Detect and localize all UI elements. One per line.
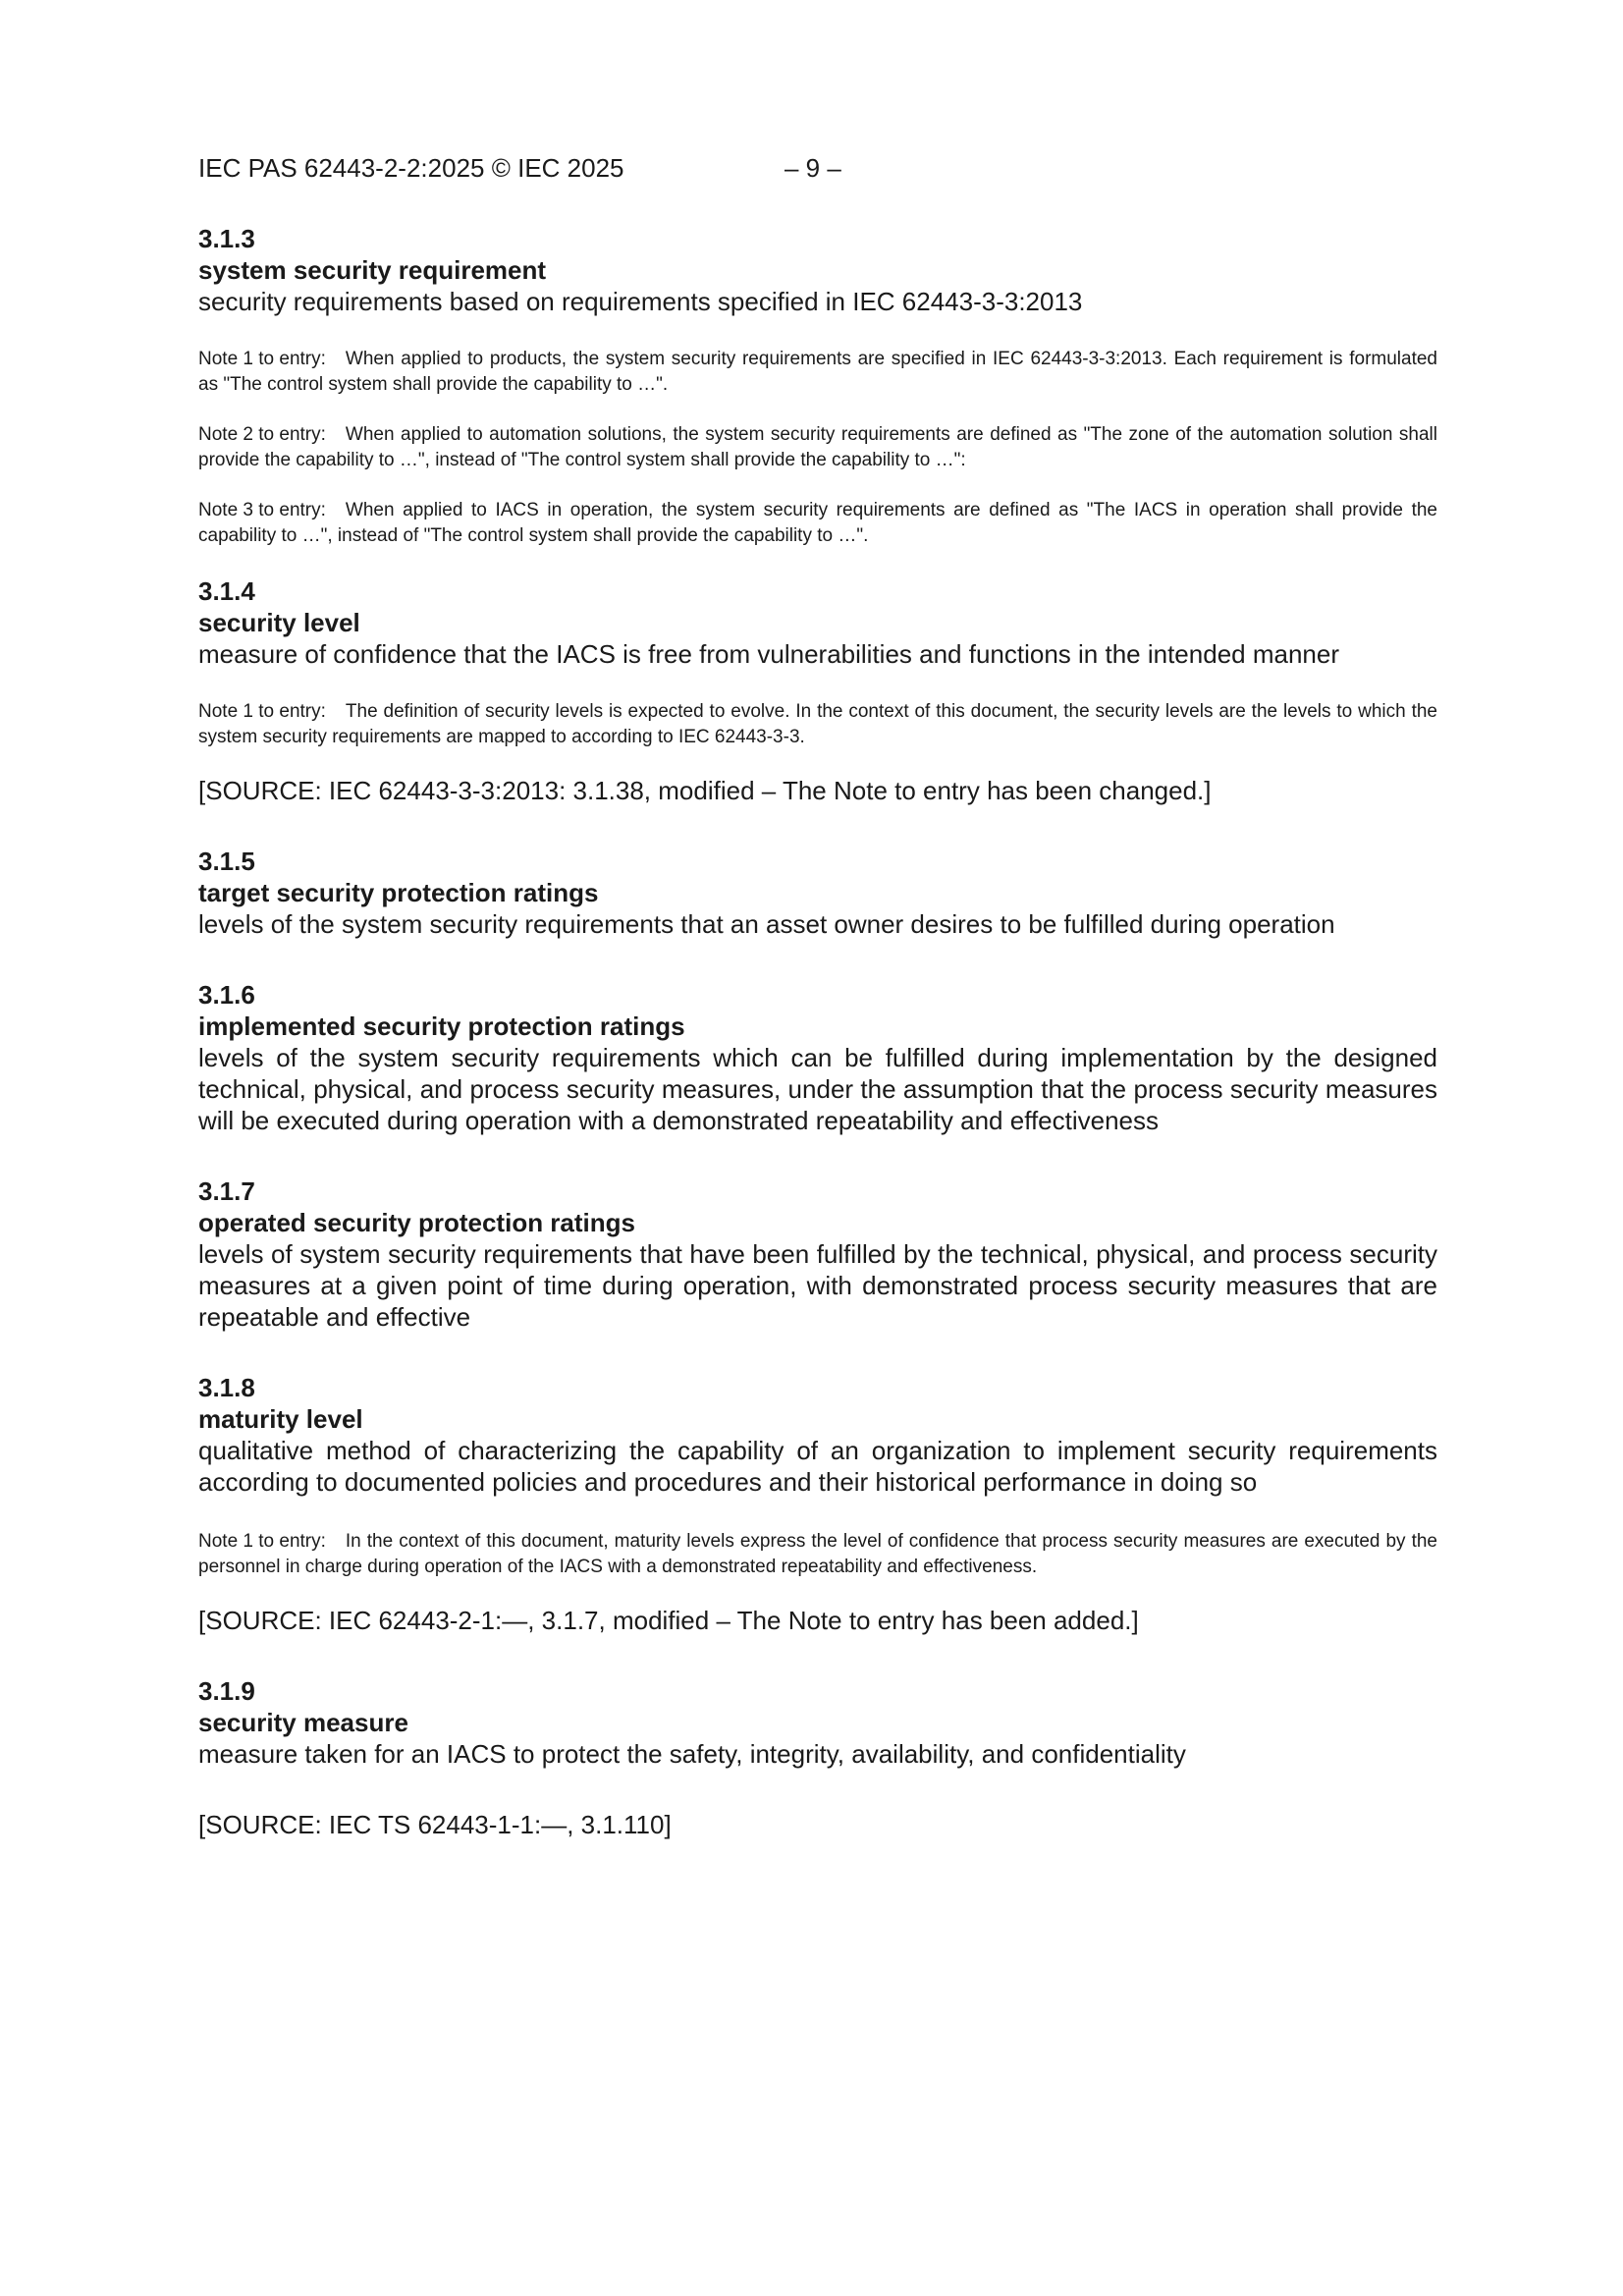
page-header xyxy=(198,152,1437,184)
term-definition: security requirements based on requirements specified in IEC 62443-3-3:2013 xyxy=(198,287,1083,316)
term-number: 3.1.4 xyxy=(198,576,255,606)
note-label: Note 1 to entry: xyxy=(198,701,326,722)
term-number: 3.1.9 xyxy=(198,1676,255,1706)
term-definition: measure taken for an IACS to protect the safety, integrity, availability, and confidentiality xyxy=(198,1739,1186,1769)
note-text: In the context of this document, maturity levels express the level of confidence that process security measures are executed by the personnel in charge during operation of the IACS with a demonstrated repeatability and effectiveness. xyxy=(198,1531,1437,1577)
note-text: When applied to IACS in operation, the system security requirements are defined as "The IACS in operation shall provide the capability to …", instead of "The control system shall provide the capability to …". xyxy=(198,500,1437,546)
note-label: Note 1 to entry: xyxy=(198,1531,326,1552)
term-definition: levels of the system security requirements that an asset owner desires to be fulfilled during operation xyxy=(198,909,1335,939)
term-definition: levels of system security requirements that have been fulfilled by the technical, physical, and process security measures at a given point of time during operation, with demonstrated process security measures that are repeatable and effective xyxy=(198,1239,1437,1332)
source-citation: [SOURCE: IEC TS 62443-1-1:—, 3.1.110] xyxy=(198,1810,672,1839)
note-label: Note 2 to entry: xyxy=(198,424,326,445)
document-page xyxy=(198,152,1437,1840)
note-entry xyxy=(198,347,1437,397)
page-number: – 9 – xyxy=(784,153,841,183)
term-title: security level xyxy=(198,608,360,637)
term-definition: qualitative method of characterizing the capability of an organization to implement security requirements according to documented policies and procedures and their historical performance in doing so xyxy=(198,1436,1437,1497)
term-title: target security protection ratings xyxy=(198,878,599,907)
note-entry xyxy=(198,1529,1437,1579)
note-entry xyxy=(198,699,1437,749)
note-text: When applied to automation solutions, the system security requirements are defined as "The zone of the automation solution shall provide the capability to …", instead of "The control system shall provide the capability to …": xyxy=(198,424,1437,470)
term-3-1-6 xyxy=(198,979,1437,1136)
term-3-1-8 xyxy=(198,1372,1437,1636)
term-number: 3.1.5 xyxy=(198,847,255,876)
term-title: operated security protection ratings xyxy=(198,1208,635,1237)
term-3-1-4 xyxy=(198,575,1437,806)
note-text: When applied to products, the system security requirements are specified in IEC 62443-3-3:2013. Each requirement is formulated as "The control system shall provide the capability to …". xyxy=(198,349,1437,395)
source-citation: [SOURCE: IEC 62443-2-1:—, 3.1.7, modified – The Note to entry has been added.] xyxy=(198,1606,1139,1635)
term-number: 3.1.8 xyxy=(198,1373,255,1402)
term-3-1-5 xyxy=(198,846,1437,940)
term-number: 3.1.6 xyxy=(198,980,255,1010)
term-title: maturity level xyxy=(198,1404,363,1434)
document-id: IEC PAS 62443-2-2:2025 © IEC 2025 xyxy=(198,153,624,183)
term-number: 3.1.7 xyxy=(198,1176,255,1206)
term-definition: measure of confidence that the IACS is free from vulnerabilities and functions in the intended manner xyxy=(198,639,1339,669)
term-3-1-9 xyxy=(198,1675,1437,1840)
note-label: Note 3 to entry: xyxy=(198,500,326,520)
source-citation: [SOURCE: IEC 62443-3-3:2013: 3.1.38, modified – The Note to entry has been changed.] xyxy=(198,776,1212,805)
term-definition: levels of the system security requirements which can be fulfilled during implementation by the designed technical, physical, and process security measures, under the assumption that the process security measures will be executed during operation with a demonstrated repeatability and effectiveness xyxy=(198,1043,1437,1135)
term-3-1-7 xyxy=(198,1175,1437,1333)
note-entry xyxy=(198,422,1437,472)
note-entry xyxy=(198,498,1437,548)
term-title: implemented security protection ratings xyxy=(198,1011,685,1041)
term-3-1-3 xyxy=(198,223,1437,548)
term-title: security measure xyxy=(198,1708,408,1737)
note-label: Note 1 to entry: xyxy=(198,349,326,369)
note-text: The definition of security levels is expected to evolve. In the context of this document, the security levels are the levels to which the system security requirements are mapped to according to IEC 62443-3-3. xyxy=(198,701,1437,747)
term-title: system security requirement xyxy=(198,255,547,285)
term-number: 3.1.3 xyxy=(198,224,255,253)
